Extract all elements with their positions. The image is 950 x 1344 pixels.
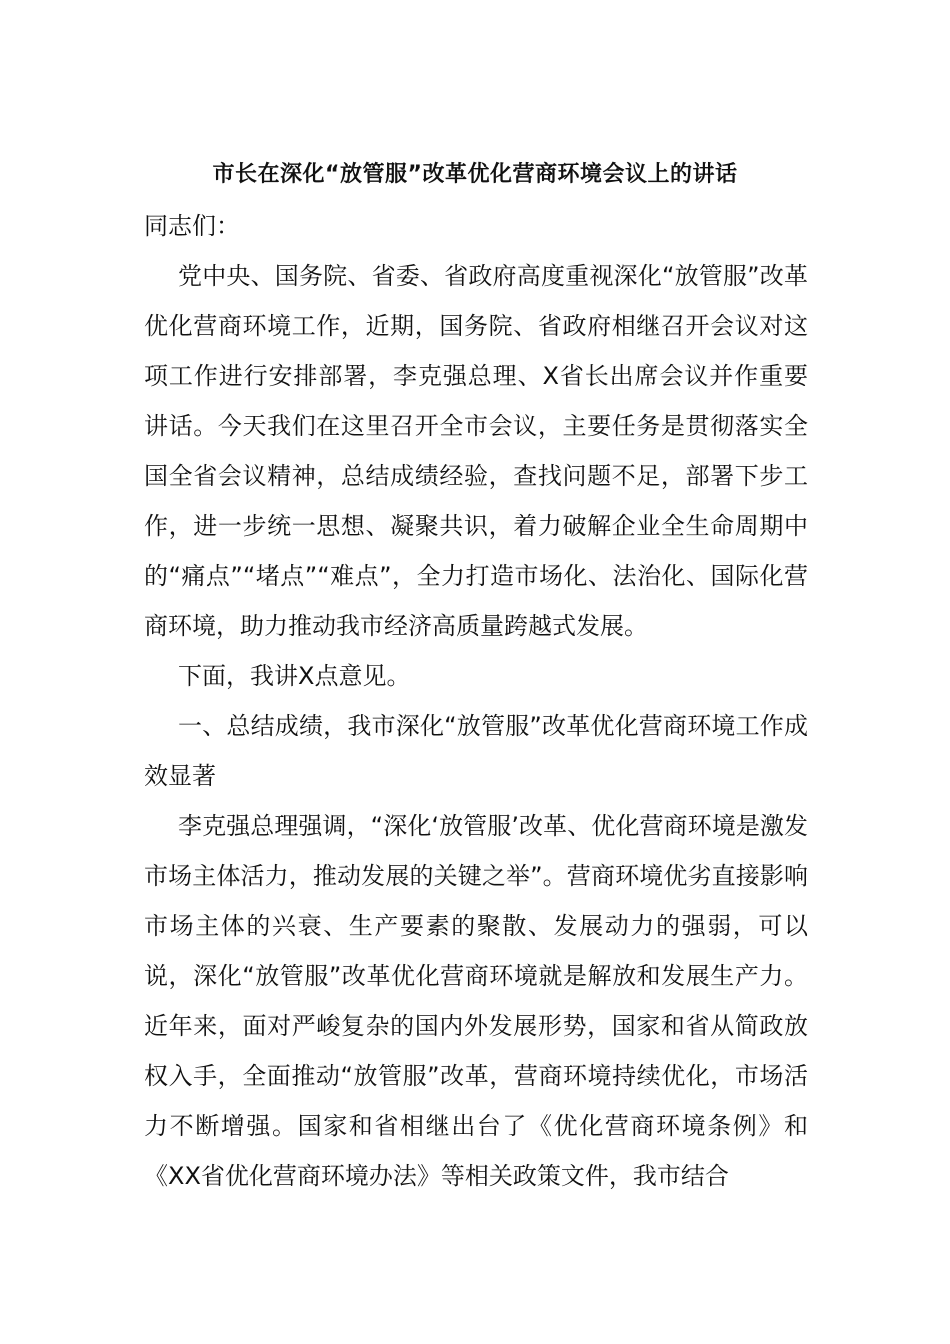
paragraph-section-1: 李克强总理强调，“深化‘放管服’改革、优化营商环境是激发市场主体活力，推动发展的关键之举”。营商环境优劣直接影响市场主体的兴衰、生产要素的聚散、发展动力的强弱，可以说，深化“放管服”改革优化营商环境就是解放和发展生产力。近年来，面对严峻复杂的国内外发展形势，国家和省从简政放权入手，全面推动“放管服”改革，营商环境持续优化，市场活力不断增强。国家和省相继出台了《优化营商环境条例》和《XX省优化营商环境办法》等相关政策文件，我市结合 bbox=[144, 812, 808, 1190]
paragraph-opening: 党中央、国务院、省委、省政府高度重视深化“放管服”改革优化营商环境工作，近期，国务院、省政府相继召开会议对这项工作进行安排部署，李克强总理、X省长出席会议并作重要讲话。今天我们在这里召开全市会议，主要任务是贯彻落实全国全省会议精神，总结成绩经验，查找问题不足，部署下步工作，进一步统一思想、凝聚共识，着力破解企业全生命周期中的“痛点”“堵点”“难点”，全力打造市场化、法治化、国际化营商环境，助力推动我市经济高质量跨越式发展。 bbox=[144, 262, 808, 640]
section-heading-1: 一、总结成绩，我市深化“放管服”改革优化营商环境工作成效显著 bbox=[144, 712, 808, 790]
salutation: 同志们： bbox=[144, 212, 240, 240]
document-title: 市长在深化“放管服”改革优化营商环境会议上的讲话 bbox=[212, 162, 738, 187]
paragraph-outline: 下面，我讲X点意见。 bbox=[178, 662, 411, 690]
document-body bbox=[144, 201, 808, 1201]
